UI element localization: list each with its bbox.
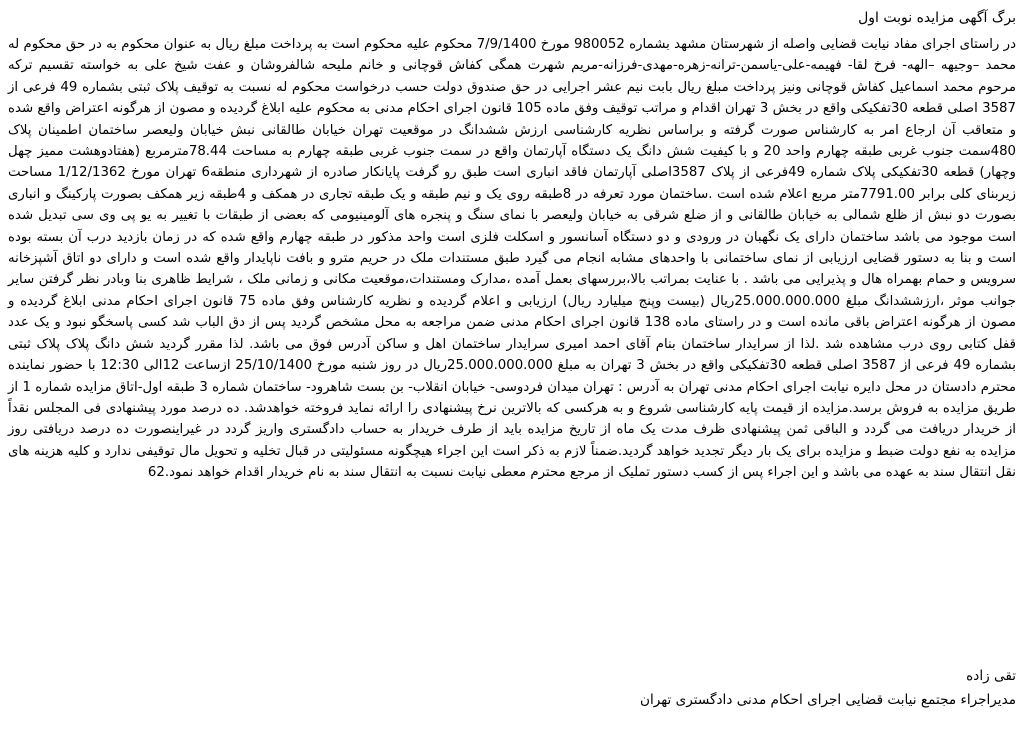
- notice-title: برگ آگهی مزایده نوبت اول: [858, 10, 1016, 26]
- notice-body-text: در راستای اجرای مفاد نیابت قضایی واصله از شهرستان مشهد بشماره 980052 مورخ 7/9/1400 محکوم علیه محکوم است به پرداخت مبلغ ریال به عنوان محکوم به در حق محکوم له محمد –وجیهه –الهه- فرخ لقا- فهیمه-علی-یاسمن-ترانه-زهره-مهدی-فرزانه-مریم شهرت همگی کفاش قوچانی و خانم ملیحه شالفروشان و عفت شیخ علی به خواسته تقسیم ترکه مرحوم محمد اسماعیل کفاش قوچانی ونیز پرداخت مبلغ ریال بابت نیم عشر اجرایی در حق صندوق دولت حسب درخواست محکوم له نسبت به توقیف پلاک ثبتی بشماره 49 فرعی از 3587 اصلی قطعه 30تفکیکی واقع در بخش 3 تهران اقدام و مراتب توقیف وفق ماده 105 قانون اجرای احکام مدنی به محکوم علیه ابلاغ گردیده و مصون از هرگونه اعتراض واقع شده و متعاقب آن ارجاع امر به کارشناس صورت گرفته و براساس نظریه کارشناسی ارزش ششدانگ در موقعیت تهران خیابان طالقانی نبش خیابان ولیعصر ساختمان اطمینان پلاک 480سمت جنوب غربی طبقه چهارم واحد 20 و با کیفیت شش دانگ یک دستگاه آپارتمان واقع در سمت جنوب غربی طبقه چهارم به مساحت 78.44مترمربع (هفتادوهشت مميز چهل وچهار) قطعه 30تفکیکی پلاک شماره 49فرعی از پلاک 3587اصلی آپارتمان فاقد انباری است طبق رو گرفت پایانکار صادره از شهرداری منطقه6 تهران مورخ 1/12/1362 مساحت زیربنای کلی برابر 7791.00متر مربع اعلام شده است .ساختمان مورد تعرفه در 8طبقه روی یک و نیم طبقه و یک طبقه تجاری در همکف و 4طبقه زیر همکف بصورت پارکینگ و انباری بصورت دو نبش از ظلع شمالی به خیابان طالقانی و از ضلع شرقی به خیابان ولیعصر با نمای سنگ و پنجره های آلومینیومی که بعضی از طبقات با تغییر به یو پی وی سی تبدیل شده است موجود می باشد ساختمان دارای یک نگهبان در ورودی و دو دستگاه آسانسور و اسکلت فلزی است واحد مذکور در طبقه چهارم واقع شده که در زمان بازدید درب آن بسته بوده است و بنا به دستور قضایی ارزیابی از نمای ساختمانی با واحدهای مشابه انجام می گیرد طبق مستندات ملک در حریم مترو و بافت ناپایدار واقع شده است و دارای دو اتاق آشپزخانه سرویس و حمام بهمراه هال و پذیرایی می باشد . با عنایت بمراتب بالا،بررسهای بعمل آمده ،مدارک ومستندات،موقعیت مکانی و زمانی ملک ، شرایط ظاهری بنا وبادر نظر گرفتن سایر جوانب موثر ،ارزششدانگ مبلغ 25.000.000.000ریال (بیست وپنج میلیارد ریال) ارزیابی و اعلام گردیده و نظریه کارشناس وفق ماده 75 قانون اجرای احکام مدنی ابلاغ گردیده و مصون از هرگونه اعتراض باقی مانده است و در راستای ماده 138 قانون اجرای احکام مدنی ضمن مراجعه به محل مشخص گردید پس از دق الباب شد کسی پاسخگو نبود و یک عدد قفل کتابی روی درب مشاهده شد .لذا از سرایدار ساختمان بنام آقای احمد امیری سرایدار ساختمان اهل و ساکن آدرس فوق می باشد. لذا مقرر گردید شش دانگ پلاک پلاک ثبتی بشماره 49 فرعی از 3587 اصلی قطعه 30تفکیکی واقع در بخش 3 تهران به مبلغ 25.000.000.000ریال در روز شنبه مورخ 25/10/1400 ازساعت 12الی 12:30 با حضور نماینده محترم دادستان در محل دایره نیابت اجرای احکام مدنی تهران به آدرس : تهران میدان فردوسی- خیابان انقلاب- بن بست شاهرود- ساختمان شماره 3 طبقه اول-اتاق مزایده شماره 1 از طریق مزایده به فروش برسد.مزایده از قیمت پایه کارشناسی شروع و به هرکسی که بالاترین نرخ پیشنهادی را ارائه نماید فروخته خواهدشد. ده درصد مورد پیشنهادی فی المجلس نقداً از خریدار دریافت می گردد و الباقی ثمن پیشنهادی ظرف مدت یک ماه از تاریخ مزایده باید از طرف خریدار به حساب دادگستری واریز گردد در غیراینصورت ده درصد دریافتی روز مزایده به نفع دولت ضبط و مزایده برای یک بار دیگر تجدید خواهد گردید.ضمناً لازم به ذکر است این اجراء هیچگونه مسئولیتی در قبال تخلیه و تحویل مال توقیفی ندارد و کلیه هزینه های نقل انتقال سند به عهده می باشد و این اجراء پس از کسب دستور تملیک از مرجع محترم معطی نیابت نسبت به انتقال سند به نام خریدار اقدام خواهد نمود.62: [8, 37, 1017, 481]
- signature-name: تقی زاده: [966, 668, 1016, 684]
- signature-title: مدیراجراء مجتمع نیابت قضایی اجرای احکام مدنی دادگستری تهران: [640, 692, 1016, 708]
- signature-block: [640, 664, 1016, 712]
